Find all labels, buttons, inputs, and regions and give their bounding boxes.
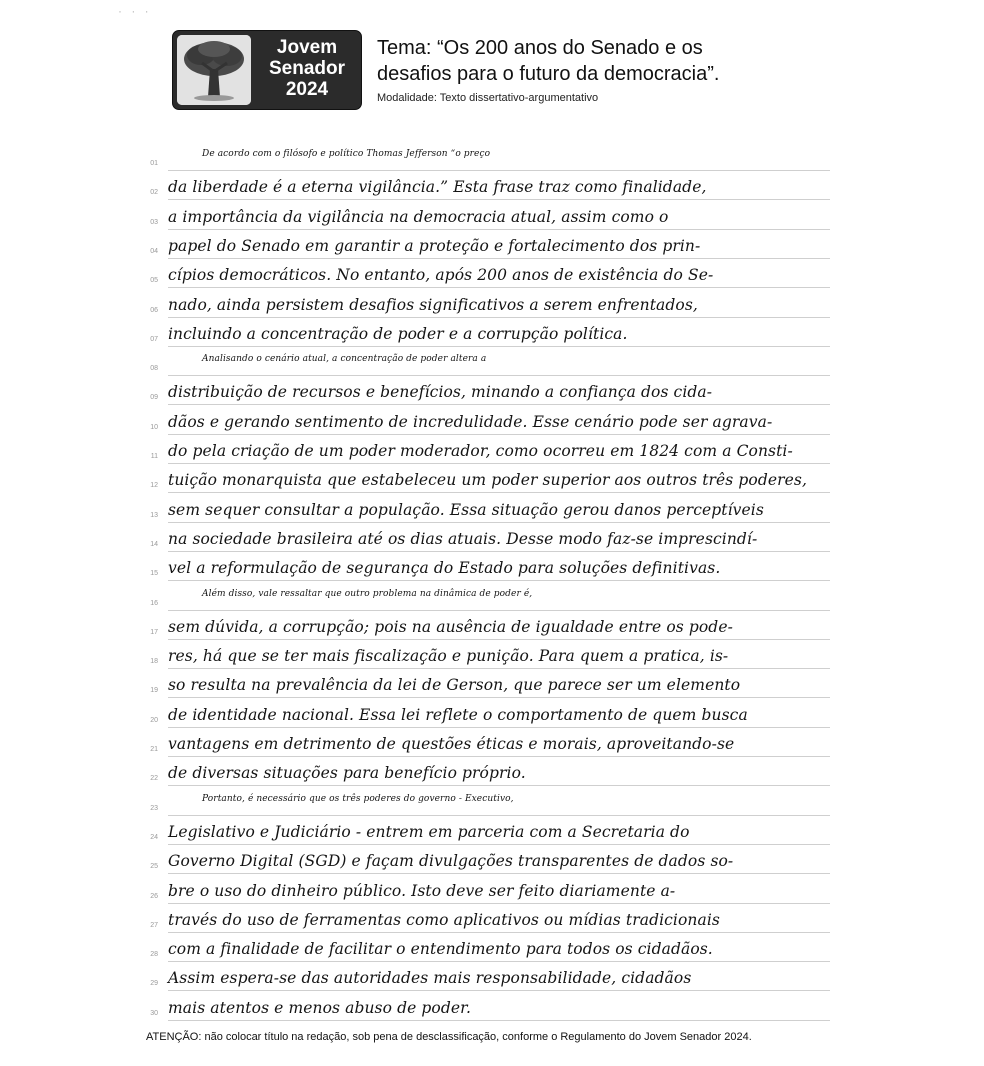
- line-number: 06: [150, 307, 158, 314]
- ruled-line: [168, 697, 830, 698]
- ruled-line: [168, 522, 830, 523]
- ruled-line: [168, 1020, 830, 1021]
- footer-label: ATENÇÃO:: [146, 1031, 202, 1043]
- ruled-line: [168, 463, 830, 464]
- essay-line: Analisando o cenário atual, a concentração de poder altera a: [202, 354, 487, 364]
- ruled-line: [168, 434, 830, 435]
- essay-line: dãos e gerando sentimento de incredulidade. Esse cenário pode ser agrava-: [168, 413, 773, 431]
- essay-line: nado, ainda persistem desafios significativos a serem enfrentados,: [168, 296, 698, 314]
- line-number: 28: [150, 951, 158, 958]
- essay-line: do pela criação de um poder moderador, como ocorreu em 1824 com a Consti-: [168, 442, 793, 460]
- essay-line: papel do Senado em garantir a proteção e fortalecimento dos prin-: [168, 237, 701, 255]
- ruled-line: [168, 639, 830, 640]
- theme-line-2: desafios para o futuro da democracia”.: [377, 63, 720, 85]
- essay-line: distribuição de recursos e benefícios, minando a confiança dos cida-: [168, 383, 713, 401]
- ruled-line: [168, 404, 830, 405]
- line-number: 29: [150, 980, 158, 987]
- ruled-line: [168, 756, 830, 757]
- essay-line: a importância da vigilância na democracia atual, assim como o: [168, 208, 669, 226]
- line-number: 22: [150, 775, 158, 782]
- essay-line: Além disso, vale ressaltar que outro problema na dinâmica de poder é,: [202, 589, 533, 599]
- essay-line: bre o uso do dinheiro público. Isto deve ser feito diariamente a-: [168, 882, 676, 900]
- essay-line: vel a reformulação de segurança do Estado para soluções definitivas.: [168, 559, 721, 577]
- logo-line-1: Jovem: [276, 37, 338, 58]
- essay-line: Legislativo e Judiciário - entrem em parceria com a Secretaria do: [168, 823, 690, 841]
- essay-line: Portanto, é necessário que os três poderes do governo - Executivo,: [202, 794, 514, 804]
- line-number: 18: [150, 658, 158, 665]
- line-number: 13: [150, 512, 158, 519]
- ruled-line: [168, 580, 830, 581]
- line-number: 05: [150, 277, 158, 284]
- ruled-line: [168, 170, 830, 171]
- ruled-line: [168, 258, 830, 259]
- essay-line: sem dúvida, a corrupção; pois na ausência de igualdade entre os pode-: [168, 618, 733, 636]
- essay-line: mais atentos e menos abuso de poder.: [168, 999, 471, 1017]
- line-number: 11: [150, 453, 158, 460]
- line-number: 26: [150, 893, 158, 900]
- essay-line: incluindo a concentração de poder e a corrupção política.: [168, 325, 628, 343]
- line-number: 19: [150, 687, 158, 694]
- essay-line: sem sequer consultar a população. Essa situação gerou danos perceptíveis: [168, 501, 764, 519]
- ruled-line: [168, 903, 830, 904]
- ruled-line: [168, 990, 830, 991]
- line-number: 04: [150, 248, 158, 255]
- ruled-line: [168, 287, 830, 288]
- theme-line-1: Tema: “Os 200 anos do Senado e os: [377, 37, 703, 59]
- essay-line: tuição monarquista que estabeleceu um poder superior aos outros três poderes,: [168, 471, 807, 489]
- line-number: 27: [150, 922, 158, 929]
- essay-line: través do uso de ferramentas como aplicativos ou mídias tradicionais: [168, 911, 720, 929]
- ruled-line: [168, 610, 830, 611]
- ruled-line: [168, 961, 830, 962]
- essay-line: de diversas situações para benefício próprio.: [168, 764, 526, 782]
- line-number: 15: [150, 570, 158, 577]
- ruled-line: [168, 844, 830, 845]
- ruled-line: [168, 815, 830, 816]
- line-number: 23: [150, 805, 158, 812]
- essay-line: na sociedade brasileira até os dias atuais. Desse modo faz-se imprescindí-: [168, 530, 758, 548]
- ruled-line: [168, 199, 830, 200]
- line-number: 30: [150, 1010, 158, 1017]
- ruled-line: [168, 229, 830, 230]
- ruled-line: [168, 375, 830, 376]
- scan-marks: · · ·: [118, 4, 152, 18]
- essay-line: de identidade nacional. Essa lei reflete o comportamento de quem busca: [168, 706, 748, 724]
- essay-line: De acordo com o filósofo e político Thomas Jefferson “o preço: [202, 149, 491, 159]
- essay-line: Assim espera-se das autoridades mais responsabilidade, cidadãos: [168, 969, 692, 987]
- line-number: 10: [150, 424, 158, 431]
- line-number: 24: [150, 834, 158, 841]
- line-number: 03: [150, 219, 158, 226]
- line-number: 09: [150, 394, 158, 401]
- essay-line: so resulta na prevalência da lei de Gerson, que parece ser um elemento: [168, 676, 741, 694]
- ruled-line: [168, 346, 830, 347]
- line-number: 01: [150, 160, 158, 167]
- line-number: 14: [150, 541, 158, 548]
- ruled-line: [168, 317, 830, 318]
- ruled-line: [168, 668, 830, 669]
- essay-line: da liberdade é a eterna vigilância.” Esta frase traz como finalidade,: [168, 178, 707, 196]
- line-number: 02: [150, 189, 158, 196]
- line-number: 08: [150, 365, 158, 372]
- essay-line: Governo Digital (SGD) e façam divulgações transparentes de dados so-: [168, 852, 734, 870]
- line-number: 21: [150, 746, 158, 753]
- line-number: 17: [150, 629, 158, 636]
- logo-line-2: Senador: [268, 58, 346, 79]
- essay-line: res, há que se ter mais fiscalização e punição. Para quem a pratica, is-: [168, 647, 729, 665]
- ruled-line: [168, 932, 830, 933]
- line-number: 12: [150, 482, 158, 489]
- modality-label: Modalidade: Texto dissertativo-argumentativo: [377, 92, 599, 104]
- line-number: 07: [150, 336, 158, 343]
- ruled-line: [168, 873, 830, 874]
- ruled-line: [168, 785, 830, 786]
- line-number: 25: [150, 863, 158, 870]
- ruled-line: [168, 492, 830, 493]
- essay-line: cípios democráticos. No entanto, após 200 anos de existência do Se-: [168, 266, 714, 284]
- footer-text: não colocar título na redação, sob pena de desclassificação, conforme o Regulamento do Jovem Senador 2024.: [201, 1031, 752, 1043]
- logo-line-3: 2024: [285, 79, 329, 100]
- essay-line: com a finalidade de facilitar o entendimento para todos os cidadãos.: [168, 940, 713, 958]
- ruled-line: [168, 551, 830, 552]
- essay-line: vantagens em detrimento de questões éticas e morais, aproveitando-se: [168, 735, 735, 753]
- ruled-line: [168, 727, 830, 728]
- line-number: 20: [150, 717, 158, 724]
- footer-notice: [146, 1031, 752, 1043]
- line-number: 16: [150, 600, 158, 607]
